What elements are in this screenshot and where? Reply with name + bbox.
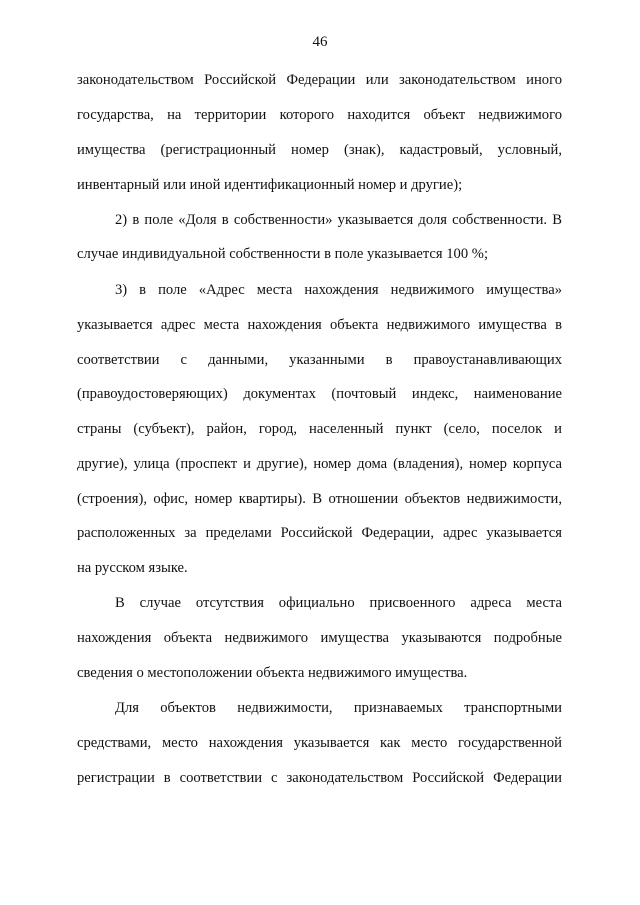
text-line: имущества (регистрационный номер (знак), кадастровый, условный, xyxy=(77,142,562,158)
text-line: на русском языке. xyxy=(77,560,188,576)
page-number: 46 xyxy=(312,34,328,50)
text-line: (строения), офис, номер квартиры). В отношении объектов недвижимости, xyxy=(77,491,562,507)
text-line: 3) в поле «Адрес места нахождения недвижимого имущества» xyxy=(115,282,562,298)
text-line: расположенных за пределами Российской Федерации, адрес указывается xyxy=(77,525,562,541)
text-line: нахождения объекта недвижимого имущества указываются подробные xyxy=(77,630,562,646)
text-line: случае индивидуальной собственности в поле указывается 100 %; xyxy=(77,246,488,262)
text-line: сведения о местоположении объекта недвижимого имущества. xyxy=(77,665,468,681)
text-line: инвентарный или иной идентификационный номер и другие); xyxy=(77,177,463,193)
text-line: Для объектов недвижимости, признаваемых транспортными xyxy=(115,700,562,716)
text-line: регистрации в соответствии с законодательством Российской Федерации xyxy=(77,770,562,786)
text-line: государства, на территории которого находится объект недвижимого xyxy=(77,107,562,123)
text-line: страны (субъект), район, город, населенный пункт (село, поселок и xyxy=(77,421,562,437)
text-line: указывается адрес места нахождения объекта недвижимого имущества в xyxy=(77,317,562,333)
text-line: В случае отсутствия официально присвоенного адреса места xyxy=(115,595,562,611)
text-line: соответствии с данными, указанными в правоустанавливающих xyxy=(77,352,562,368)
text-line: (правоудостоверяющих) документах (почтовый индекс, наименование xyxy=(77,386,562,402)
text-line: законодательством Российской Федерации или законодательством иного xyxy=(77,72,562,88)
text-line: другие), улица (проспект и другие), номер дома (владения), номер корпуса xyxy=(77,456,562,472)
text-line: средствами, место нахождения указывается как место государственной xyxy=(77,735,562,751)
text-line: 2) в поле «Доля в собственности» указывается доля собственности. В xyxy=(115,212,562,228)
